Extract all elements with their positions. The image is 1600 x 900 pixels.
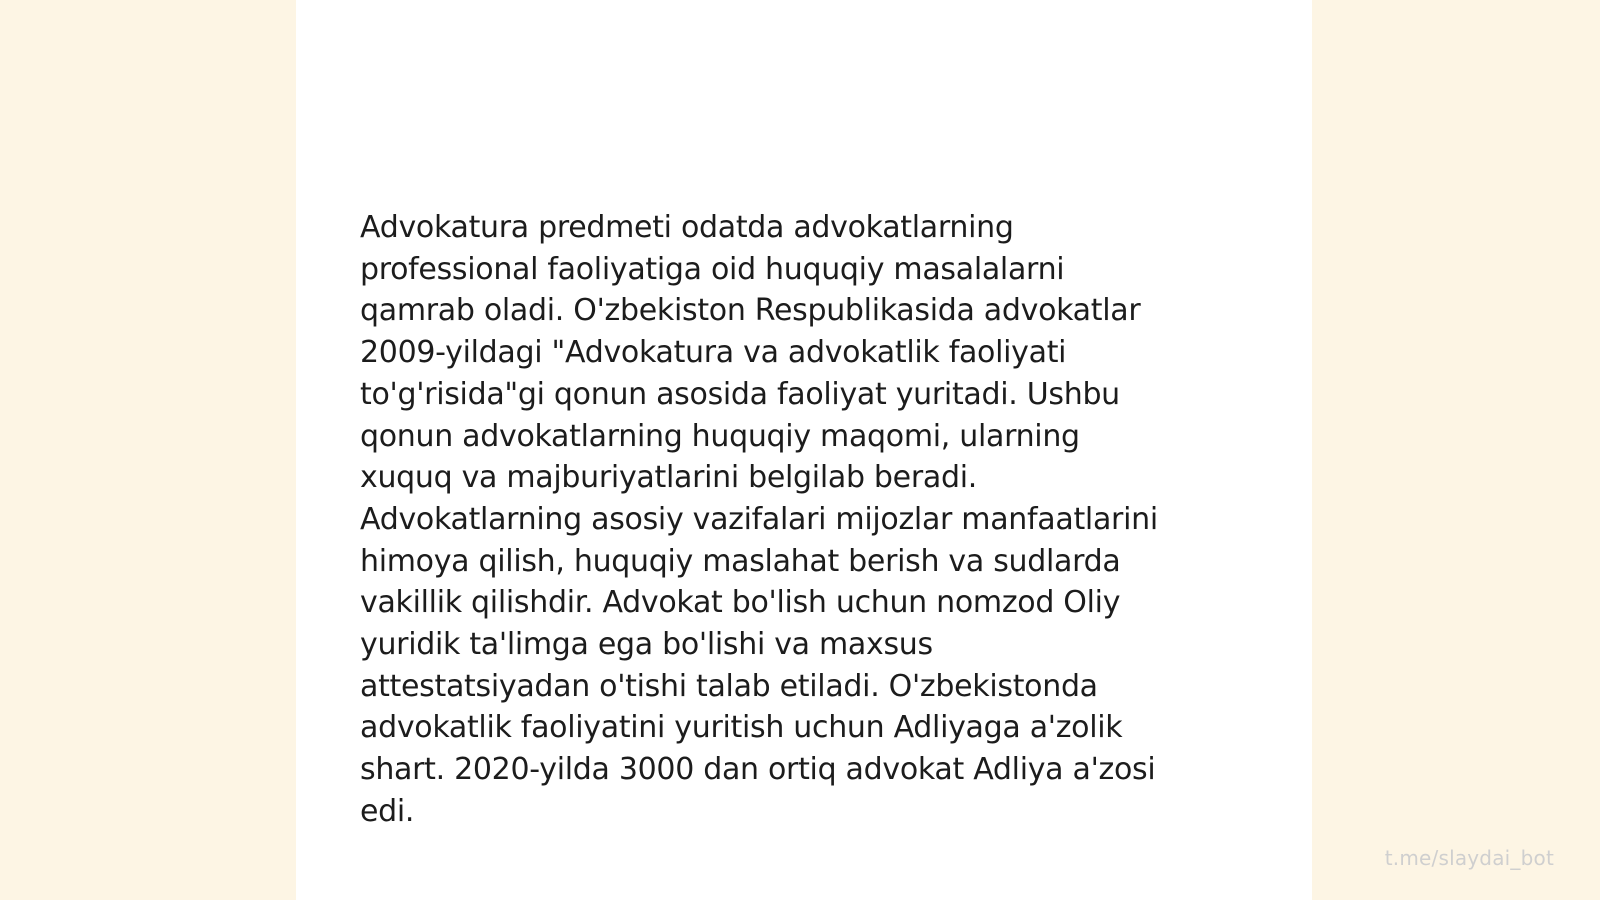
right-background — [1312, 0, 1600, 900]
left-background — [0, 0, 296, 900]
watermark-text: t.me/slaydai_bot — [1384, 846, 1554, 870]
slide-body-text: Advokatura predmeti odatda advokatlarning professional faoliyatiga oid huquqiy masalalarni qamrab oladi. O'zbekiston Respublikasida advokatlar 2009-yildagi "Advokatura va advokatlik faoliyati to'g'risida"gi qonun asosida faoliyat yuritadi. Ushbu qonun advokatlarning huquqiy maqomi, ularning xuquq va majburiyatlarini belgilab beradi. Advokatlarning asosiy vazifalari mijozlar manfaatlarini himoya qilish, huquqiy maslahat berish va sudlarda vakillik qilishdir. Advokat bo'lish uchun nomzod Oliy yuridik ta'limga ega bo'lishi va maxsus attestatsiyadan o'tishi talab etiladi. O'zbekistonda advokatlik faoliyatini yuritish uchun Adliyaga a'zolik shart. 2020-yilda 3000 dan ortiq advokat Adliya a'zosi edi. — [360, 210, 1158, 829]
